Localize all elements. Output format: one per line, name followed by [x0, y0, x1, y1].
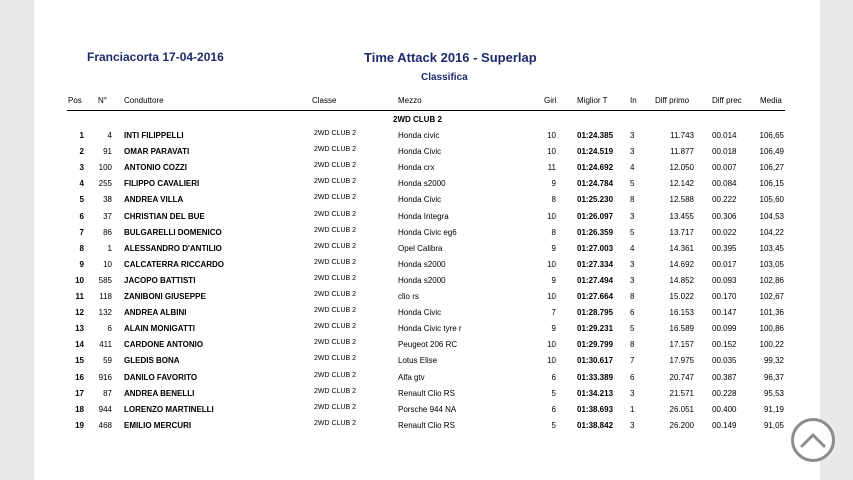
cell-driver: ANTONIO COZZI [124, 163, 187, 173]
cell-laps: 10 [547, 340, 556, 350]
cell-in: 6 [630, 372, 635, 382]
cell-average: 91,05 [763, 420, 784, 430]
table-row [34, 161, 820, 177]
cell-driver: ALAIN MONIGATTI [124, 324, 195, 334]
cell-gap-first: 11.743 [670, 131, 694, 140]
cell-pos: 2 [79, 147, 84, 157]
cell-average: 91,19 [763, 404, 784, 414]
cell-gap-prev: 00.149 [712, 420, 737, 430]
cell-average: 102,67 [759, 292, 784, 301]
cell-average: 103,05 [759, 259, 784, 269]
cell-in: 1 [630, 404, 635, 414]
cell-laps: 11 [547, 163, 556, 173]
cell-gap-prev: 00.306 [712, 211, 737, 221]
cell-best-time: 01:27.494 [577, 275, 614, 285]
cell-in: 6 [630, 308, 635, 318]
cell-driver: LORENZO MARTINELLI [124, 404, 214, 414]
cell-best-time: 01:38.693 [577, 404, 614, 414]
cell-pos: 15 [75, 356, 84, 366]
cell-average: 104,22 [759, 227, 784, 237]
cell-pos: 14 [75, 340, 84, 350]
col-average: Media [760, 96, 782, 105]
cell-vehicle: Honda Civic tyre r [398, 324, 462, 334]
cell-gap-first: 11.877 [670, 147, 694, 157]
cell-pos: 19 [75, 420, 84, 430]
cell-average: 106,49 [759, 147, 784, 157]
cell-in: 8 [630, 340, 635, 350]
page-subtitle: Classifica [421, 72, 468, 83]
cell-vehicle: Honda Civic eg6 [398, 227, 457, 237]
cell-pos: 4 [79, 179, 84, 189]
cell-number: 255 [98, 179, 112, 189]
cell-laps: 9 [551, 179, 556, 189]
table-row [34, 145, 820, 161]
col-driver: Conduttore [124, 96, 164, 105]
cell-pos: 9 [79, 259, 84, 269]
cell-driver: ANDREA VILLA [124, 195, 184, 205]
cell-laps: 5 [551, 420, 556, 430]
cell-driver: JACOPO BATTISTI [124, 275, 196, 285]
col-best-time: Miglior T [577, 96, 608, 105]
col-pos: Pos [68, 96, 82, 105]
cell-gap-first: 26.051 [669, 404, 694, 414]
table-row [34, 193, 820, 209]
cell-vehicle: clio rs [398, 292, 419, 301]
cell-class: 2WD CLUB 2 [314, 242, 357, 250]
cell-driver: BULGARELLI DOMENICO [124, 227, 222, 237]
cell-laps: 8 [551, 195, 556, 205]
cell-number: 944 [98, 404, 112, 414]
cell-gap-first: 12.050 [669, 163, 694, 173]
cell-best-time: 01:27.003 [577, 243, 614, 253]
cell-laps: 10 [547, 131, 556, 140]
cell-gap-prev: 00.400 [712, 404, 737, 414]
cell-in: 4 [630, 243, 635, 253]
cell-driver: CHRISTIAN DEL BUE [124, 211, 205, 221]
cell-class: 2WD CLUB 2 [314, 291, 357, 298]
cell-number: 87 [103, 388, 112, 398]
cell-vehicle: Honda s2000 [398, 275, 446, 285]
col-gap-first: Diff primo [655, 96, 690, 105]
cell-class: 2WD CLUB 2 [314, 323, 357, 331]
cell-number: 132 [98, 308, 112, 318]
cell-number: 86 [103, 227, 112, 237]
cell-average: 95,53 [763, 388, 784, 398]
cell-vehicle: Honda s2000 [398, 259, 446, 269]
table-row [34, 387, 820, 403]
cell-best-time: 01:29.231 [577, 324, 614, 334]
cell-best-time: 01:33.389 [577, 372, 614, 382]
cell-laps: 6 [551, 404, 556, 414]
cell-class: 2WD CLUB 2 [314, 162, 357, 170]
cell-pos: 6 [79, 211, 84, 221]
cell-in: 3 [630, 275, 635, 285]
cell-laps: 9 [551, 324, 556, 334]
cell-gap-prev: 00.018 [712, 147, 737, 157]
table-row [34, 354, 820, 370]
cell-pos: 11 [75, 292, 84, 301]
cell-vehicle: Renault Clio RS [398, 420, 455, 430]
cell-vehicle: Honda Civic [398, 195, 442, 205]
cell-laps: 9 [551, 275, 556, 285]
header-divider [67, 110, 785, 111]
cell-pos: 3 [79, 163, 84, 173]
col-number: N° [98, 96, 107, 105]
cell-number: 411 [99, 340, 112, 350]
cell-best-time: 01:24.692 [577, 163, 614, 173]
cell-in: 3 [630, 211, 635, 221]
cell-best-time: 01:27.334 [577, 259, 614, 269]
cell-vehicle: Peugeot 206 RC [398, 340, 458, 350]
table-row [34, 210, 820, 226]
cell-laps: 7 [551, 308, 556, 318]
cell-number: 916 [98, 372, 112, 382]
cell-in: 3 [630, 420, 635, 430]
cell-laps: 10 [547, 147, 556, 157]
cell-gap-first: 21.571 [669, 388, 694, 398]
cell-class: 2WD CLUB 2 [314, 274, 357, 282]
cell-vehicle: Porsche 944 NA [398, 404, 457, 414]
cell-in: 3 [630, 147, 635, 157]
cell-gap-prev: 00.014 [712, 131, 737, 140]
cell-number: 118 [99, 292, 112, 301]
col-class: Classe [312, 96, 337, 105]
cell-number: 585 [98, 275, 112, 285]
cell-average: 104,53 [759, 211, 784, 221]
cell-in: 3 [630, 131, 635, 140]
cell-pos: 16 [75, 372, 84, 382]
cell-driver: GLEDIS BONA [124, 356, 180, 366]
cell-in: 5 [630, 227, 635, 237]
cell-best-time: 01:25.230 [577, 195, 614, 205]
table-row [34, 403, 820, 419]
table-row [34, 226, 820, 242]
cell-number: 4 [107, 131, 112, 140]
cell-best-time: 01:26.359 [577, 227, 614, 237]
cell-gap-prev: 00.093 [712, 275, 737, 285]
cell-laps: 10 [547, 292, 556, 301]
cell-vehicle: Renault Clio RS [398, 388, 455, 398]
cell-driver: CARDONE ANTONIO [124, 340, 204, 350]
results-page [34, 0, 820, 480]
cell-pos: 5 [79, 195, 84, 205]
cell-gap-first: 14.361 [669, 243, 694, 253]
cell-best-time: 01:30.617 [577, 356, 614, 366]
cell-gap-first: 17.157 [669, 340, 694, 350]
cell-in: 4 [630, 163, 635, 173]
cell-laps: 8 [551, 227, 556, 237]
col-gap-prev: Diff prec [712, 96, 742, 105]
cell-average: 106,65 [759, 131, 784, 140]
cell-vehicle: Honda Civic [398, 147, 442, 157]
table-row [34, 338, 820, 354]
cell-gap-prev: 00.035 [712, 356, 737, 366]
cell-number: 38 [103, 195, 112, 205]
cell-driver: OMAR PARAVATI [124, 147, 190, 157]
cell-vehicle: Honda crx [398, 163, 435, 173]
cell-in: 8 [630, 292, 635, 301]
cell-best-time: 01:28.795 [577, 308, 614, 318]
cell-best-time: 01:29.799 [577, 340, 614, 350]
class-group-label: 2WD CLUB 2 [393, 115, 442, 124]
cell-in: 5 [630, 179, 635, 189]
cell-laps: 5 [551, 388, 556, 398]
cell-laps: 10 [547, 259, 556, 269]
cell-driver: ANDREA BENELLI [124, 388, 195, 398]
cell-gap-first: 12.588 [669, 195, 694, 205]
cell-number: 100 [98, 163, 112, 173]
cell-gap-first: 26.200 [669, 420, 694, 430]
cell-best-time: 01:24.519 [577, 147, 614, 157]
cell-driver: FILIPPO CAVALIERI [124, 179, 200, 189]
cell-laps: 10 [547, 356, 556, 366]
cell-vehicle: Lotus Elise [398, 356, 438, 366]
cell-laps: 6 [551, 372, 556, 382]
table-row [34, 322, 820, 338]
cell-gap-prev: 00.395 [712, 243, 737, 253]
cell-vehicle: Alfa gtv [398, 372, 425, 382]
cell-pos: 7 [79, 227, 84, 237]
page-title: Time Attack 2016 - Superlap [364, 50, 537, 65]
cell-laps: 10 [547, 211, 556, 221]
table-row [34, 419, 820, 435]
cell-gap-prev: 00.084 [712, 179, 737, 189]
cell-gap-first: 13.455 [669, 211, 694, 221]
cell-gap-prev: 00.228 [712, 388, 737, 398]
cell-average: 96,37 [763, 372, 784, 382]
cell-class: 2WD CLUB 2 [314, 226, 357, 234]
cell-class: 2WD CLUB 2 [314, 130, 357, 137]
cell-pos: 12 [75, 308, 84, 318]
cell-driver: INTI FILIPPELLI [124, 131, 184, 140]
scroll-to-top-button[interactable] [791, 418, 835, 462]
cell-class: 2WD CLUB 2 [314, 387, 357, 395]
cell-best-time: 01:38.842 [577, 420, 614, 430]
cell-gap-first: 16.589 [669, 324, 694, 334]
cell-gap-first: 13.717 [669, 227, 694, 237]
table-row [34, 290, 820, 306]
cell-gap-prev: 00.147 [712, 308, 737, 318]
cell-driver: CALCATERRA RICCARDO [124, 259, 224, 269]
cell-number: 37 [103, 211, 112, 221]
cell-pos: 13 [75, 324, 84, 334]
cell-best-time: 01:24.385 [577, 131, 614, 140]
cell-average: 102,86 [759, 275, 784, 285]
cell-average: 99,32 [763, 356, 784, 366]
cell-gap-prev: 00.007 [712, 163, 737, 173]
cell-best-time: 01:27.664 [577, 292, 614, 301]
cell-average: 100,22 [759, 340, 784, 350]
cell-pos: 18 [75, 404, 84, 414]
cell-driver: ALESSANDRO D'ANTILIO [124, 243, 222, 253]
cell-in: 5 [630, 324, 635, 334]
cell-number: 6 [107, 324, 112, 334]
cell-vehicle: Opel Calibra [398, 243, 443, 253]
cell-class: 2WD CLUB 2 [314, 419, 357, 427]
cell-vehicle: Honda Civic [398, 308, 442, 318]
cell-vehicle: Honda s2000 [398, 179, 446, 189]
cell-driver: ZANIBONI GIUSEPPE [124, 292, 206, 301]
table-row [34, 242, 820, 258]
cell-gap-prev: 00.022 [712, 227, 737, 237]
cell-in: 3 [630, 259, 635, 269]
cell-driver: ANDREA ALBINI [124, 308, 187, 318]
cell-pos: 8 [79, 243, 84, 253]
cell-number: 59 [103, 356, 112, 366]
chevron-up-icon [800, 432, 826, 448]
table-row [34, 258, 820, 274]
cell-average: 101,36 [759, 308, 784, 318]
cell-gap-prev: 00.152 [712, 340, 737, 350]
cell-vehicle: Honda Integra [398, 211, 449, 221]
col-laps: Giri [544, 96, 557, 105]
cell-number: 1 [107, 243, 112, 253]
cell-class: 2WD CLUB 2 [314, 210, 357, 218]
cell-gap-first: 16.153 [669, 308, 694, 318]
cell-class: 2WD CLUB 2 [314, 258, 357, 266]
cell-best-time: 01:24.784 [577, 179, 614, 189]
col-in: In [630, 96, 637, 105]
cell-average: 106,15 [759, 179, 784, 189]
cell-class: 2WD CLUB 2 [314, 355, 357, 363]
cell-gap-prev: 00.387 [712, 372, 737, 382]
cell-gap-first: 20.747 [669, 372, 694, 382]
cell-in: 7 [630, 356, 635, 366]
cell-class: 2WD CLUB 2 [314, 194, 357, 202]
cell-driver: DANILO FAVORITO [124, 372, 198, 382]
table-row [34, 177, 820, 193]
cell-gap-first: 14.852 [669, 275, 694, 285]
cell-gap-prev: 00.099 [712, 324, 737, 334]
cell-gap-first: 14.692 [669, 259, 694, 269]
cell-driver: EMILIO MERCURI [124, 420, 192, 430]
cell-average: 103,45 [759, 243, 784, 253]
table-row [34, 306, 820, 322]
table-row [34, 274, 820, 290]
cell-best-time: 01:26.097 [577, 211, 614, 221]
cell-number: 91 [103, 147, 112, 157]
table-row [34, 129, 820, 145]
table-header [34, 96, 820, 110]
event-location-date: Franciacorta 17-04-2016 [87, 50, 224, 64]
cell-gap-prev: 00.017 [712, 259, 737, 269]
cell-gap-first: 17.975 [669, 356, 694, 366]
cell-number: 10 [103, 259, 112, 269]
cell-class: 2WD CLUB 2 [314, 403, 357, 411]
cell-class: 2WD CLUB 2 [314, 178, 357, 186]
cell-vehicle: Honda civic [398, 131, 440, 140]
cell-class: 2WD CLUB 2 [314, 146, 357, 154]
cell-gap-first: 15.022 [669, 292, 694, 301]
cell-gap-prev: 00.222 [712, 195, 737, 205]
cell-pos: 10 [75, 275, 84, 285]
cell-best-time: 01:34.213 [577, 388, 614, 398]
cell-in: 8 [630, 195, 635, 205]
cell-class: 2WD CLUB 2 [314, 371, 357, 379]
cell-gap-first: 12.142 [669, 179, 694, 189]
cell-in: 3 [630, 388, 635, 398]
cell-pos: 1 [79, 131, 84, 140]
cell-gap-prev: 00.170 [712, 292, 737, 301]
cell-average: 106,27 [759, 163, 784, 173]
col-vehicle: Mezzo [398, 96, 422, 105]
cell-class: 2WD CLUB 2 [314, 339, 357, 347]
table-row [34, 371, 820, 387]
cell-number: 468 [98, 420, 112, 430]
cell-laps: 9 [551, 243, 556, 253]
cell-class: 2WD CLUB 2 [314, 307, 357, 315]
cell-pos: 17 [75, 388, 84, 398]
cell-average: 105,60 [759, 195, 784, 205]
cell-average: 100,86 [759, 324, 784, 334]
